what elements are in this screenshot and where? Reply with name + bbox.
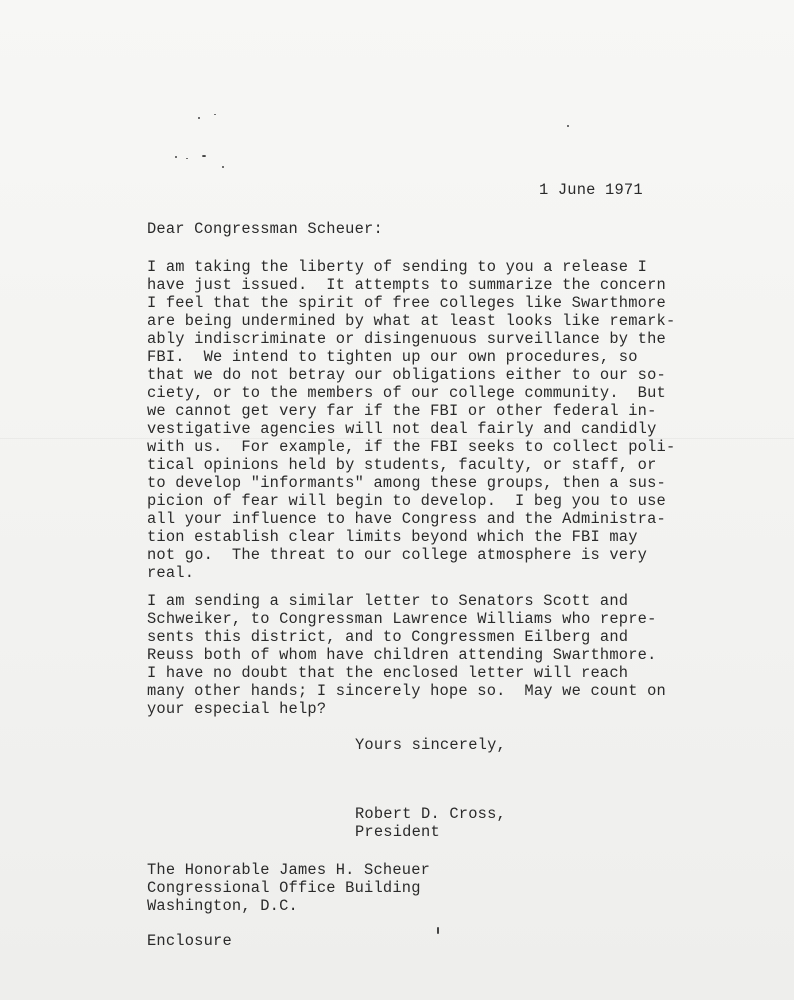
salutation: Dear Congressman Scheuer: <box>147 220 383 238</box>
body-line: sents this district, and to Congressmen Eilberg and <box>147 628 629 646</box>
closing: Yours sincerely, <box>355 736 506 754</box>
body-line: vestigative agencies will not deal fairly and candidly <box>147 420 657 438</box>
paper-speck <box>214 114 216 115</box>
body-line: that we do not betray our obligations either to our so- <box>147 366 666 384</box>
paper-speck <box>567 125 569 127</box>
body-line: ciety, or to the members of our college community. But <box>147 384 666 402</box>
address-line: Congressional Office Building <box>147 879 421 897</box>
paper-speck <box>175 156 177 158</box>
paper-speck <box>198 117 200 119</box>
address-line: Washington, D.C. <box>147 897 298 915</box>
signer-name: Robert D. Cross, <box>355 805 506 823</box>
body-line: to develop "informants" among these groups, then a sus- <box>147 474 666 492</box>
paper-speck <box>222 166 224 168</box>
body-line: I am taking the liberty of sending to you a release I <box>147 258 648 276</box>
body-line: we cannot get very far if the FBI or other federal in- <box>147 402 657 420</box>
paper-speck <box>186 158 188 159</box>
body-line: your especial help? <box>147 700 327 718</box>
body-line: tical opinions held by students, faculty, or staff, or <box>147 456 657 474</box>
body-line: I feel that the spirit of free colleges like Swarthmore <box>147 294 666 312</box>
body-line: ably indiscriminate or disingenuous surveillance by the <box>147 330 666 348</box>
body-line: FBI. We intend to tighten up our own procedures, so <box>147 348 638 366</box>
body-line: with us. For example, if the FBI seeks to collect poli- <box>147 438 676 456</box>
paper-speck <box>202 155 206 157</box>
letter-date: 1 June 1971 <box>539 181 643 199</box>
signer-title: President <box>355 823 440 841</box>
body-line: I have no doubt that the enclosed letter will reach <box>147 664 629 682</box>
body-line: are being undermined by what at least looks like remark- <box>147 312 676 330</box>
enclosure-note: Enclosure <box>147 932 232 950</box>
body-line: tion establish clear limits beyond which the FBI may <box>147 528 638 546</box>
paper-speck <box>437 927 439 934</box>
body-line: Schweiker, to Congressman Lawrence Williams who repre- <box>147 610 657 628</box>
body-line: picion of fear will begin to develop. I beg you to use <box>147 492 666 510</box>
body-line: real. <box>147 564 195 582</box>
body-line: have just issued. It attempts to summarize the concern <box>147 276 666 294</box>
body-line: I am sending a similar letter to Senators Scott and <box>147 592 629 610</box>
body-line: many other hands; I sincerely hope so. May we count on <box>147 682 666 700</box>
body-line: Reuss both of whom have children attending Swarthmore. <box>147 646 657 664</box>
address-line: The Honorable James H. Scheuer <box>147 861 431 879</box>
body-line: not go. The threat to our college atmosphere is very <box>147 546 648 564</box>
body-line: all your influence to have Congress and the Administra- <box>147 510 666 528</box>
